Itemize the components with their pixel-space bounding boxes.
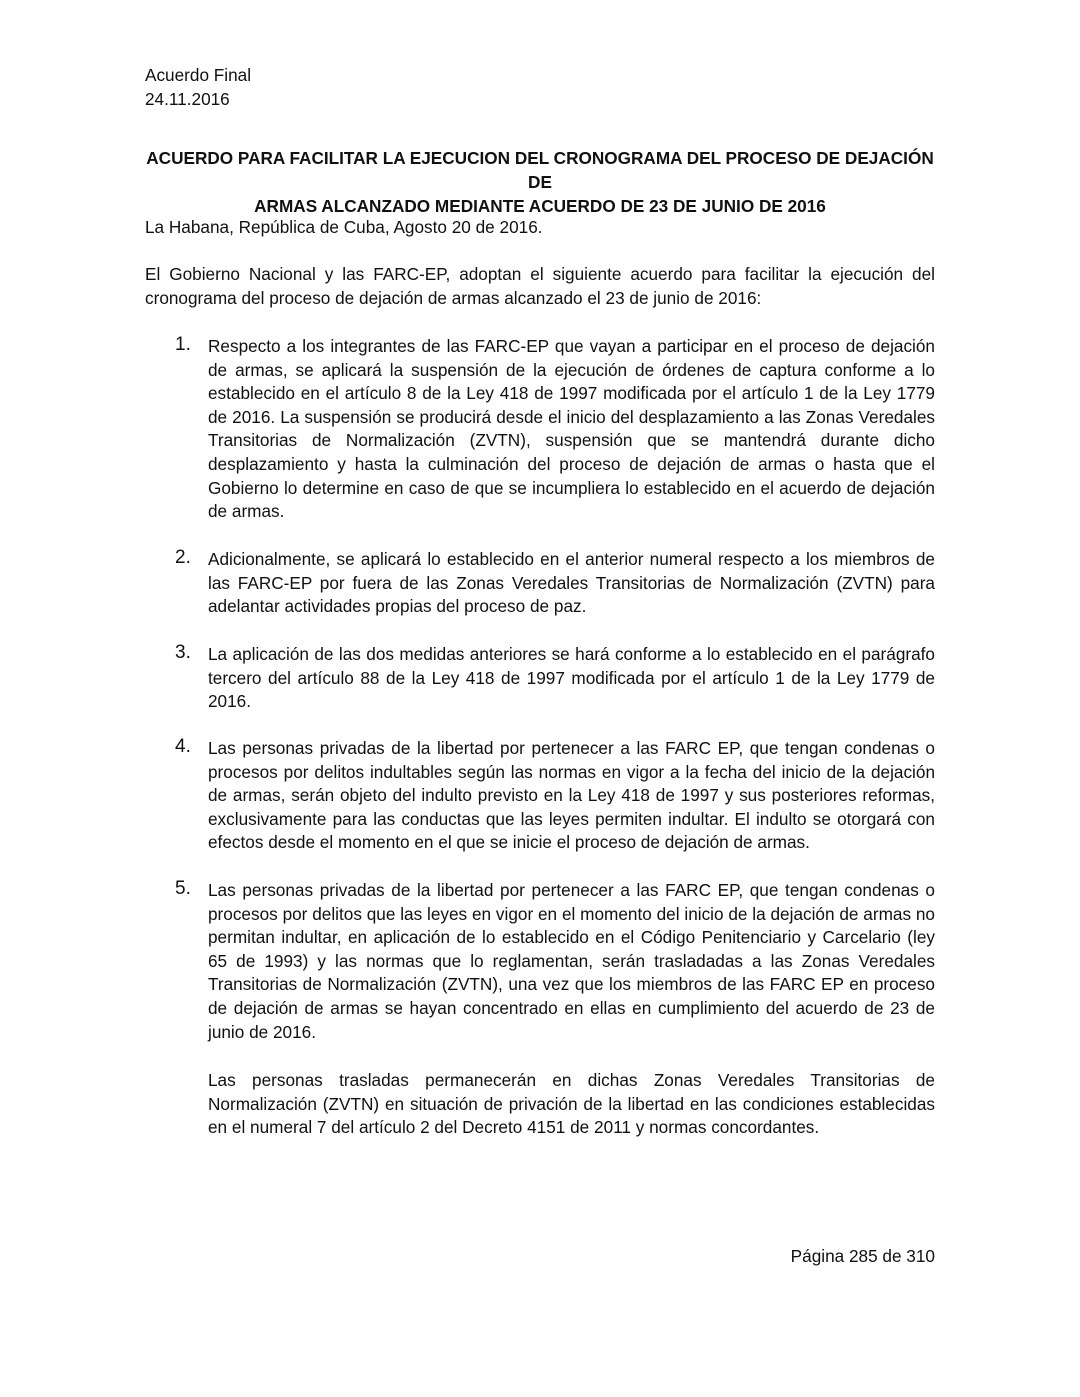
list-item	[145, 548, 935, 619]
item-number: 1.	[175, 334, 191, 355]
header-date: 24.11.2016	[145, 89, 230, 109]
item-number: 4.	[175, 736, 191, 757]
item-number: 3.	[175, 642, 191, 663]
item-text: Adicionalmente, se aplicará lo establecido en el anterior numeral respecto a los miembros de las FARC-EP por fuera de las Zonas Veredales Transitorias de Normalización (ZVTN) para adelantar actividades propias del proceso de paz.	[208, 549, 935, 617]
document-header	[145, 63, 251, 111]
item-5-paragraph-2: Las personas trasladas permanecerán en dichas Zonas Veredales Transitorias de Normalización (ZVTN) en situación de privación de la libertad en las condiciones establecidas en el numeral 7 del artículo 2 del Decreto 4151 de 2011 y normas concordantes.	[208, 1070, 935, 1138]
title-line-1: ACUERDO PARA FACILITAR LA EJECUCION DEL CRONOGRAMA DEL PROCESO DE DEJACIÓN DE	[146, 148, 934, 192]
intro-paragraph: El Gobierno Nacional y las FARC-EP, adoptan el siguiente acuerdo para facilitar la ejecución del cronograma del proceso de dejación de armas alcanzado el 23 de junio de 2016:	[145, 264, 935, 308]
item-text: Las personas privadas de la libertad por pertenecer a las FARC EP, que tengan condenas o procesos por delitos indultables según las normas en vigor a la fecha del inicio de la dejación de armas, serán objeto del indulto previsto en la Ley 418 de 1997 y sus posteriores reformas, exclusivamente para las conductas que las leyes permiten indultar. El indulto se otorgará con efectos desde el momento en el que se inicie el proceso de dejación de armas.	[208, 738, 935, 853]
place-date: La Habana, República de Cuba, Agosto 20 de 2016.	[145, 217, 543, 237]
item-text: Respecto a los integrantes de las FARC-EP que vayan a participar en el proceso de dejación de armas, se aplicará la suspensión de la ejecución de órdenes de captura conforme a lo establecido en el artículo 8 de la Ley 418 de 1997 modificada por el artículo 1 de la Ley 1779 de 2016. La suspensión se producirá desde el inicio del desplazamiento a las Zonas Veredales Transitorias de Normalización (ZVTN), suspensión que se mantendrá durante dicho desplazamiento y hasta la culminación del proceso de dejación de armas o hasta que el Gobierno lo determine en caso de que se incumpliera lo establecido en el acuerdo de dejación de armas.	[208, 336, 935, 522]
list-item	[145, 737, 935, 855]
item-number: 5.	[175, 878, 191, 899]
list-item	[145, 879, 935, 1044]
list-item	[145, 335, 935, 524]
item-text: Las personas privadas de la libertad por pertenecer a las FARC EP, que tengan condenas o procesos por delitos que las leyes en vigor en el momento del inicio de la dejación de armas no permitan indultar, en aplicación de lo establecido en el Código Penitenciario y Carcelario (ley 65 de 1993) y las normas que lo reglamentan, serán trasladadas a las Zonas Veredales Transitorias de Normalización (ZVTN), una vez que los miembros de las FARC EP en proceso de dejación de armas se hayan concentrado en ellas en cumplimiento del acuerdo de 23 de junio de 2016.	[208, 880, 935, 1042]
document-title	[145, 146, 935, 218]
list-item	[145, 643, 935, 714]
item-number: 2.	[175, 547, 191, 568]
header-title: Acuerdo Final	[145, 65, 252, 85]
title-line-2: ARMAS ALCANZADO MEDIANTE ACUERDO DE 23 DE JUNIO DE 2016	[254, 196, 826, 216]
page-number: Página 285 de 310	[790, 1246, 935, 1266]
item-text: La aplicación de las dos medidas anteriores se hará conforme a lo establecido en el parágrafo tercero del artículo 88 de la Ley 418 de 1997 modificada por el artículo 1 de la Ley 1779 de 2016.	[208, 644, 935, 712]
